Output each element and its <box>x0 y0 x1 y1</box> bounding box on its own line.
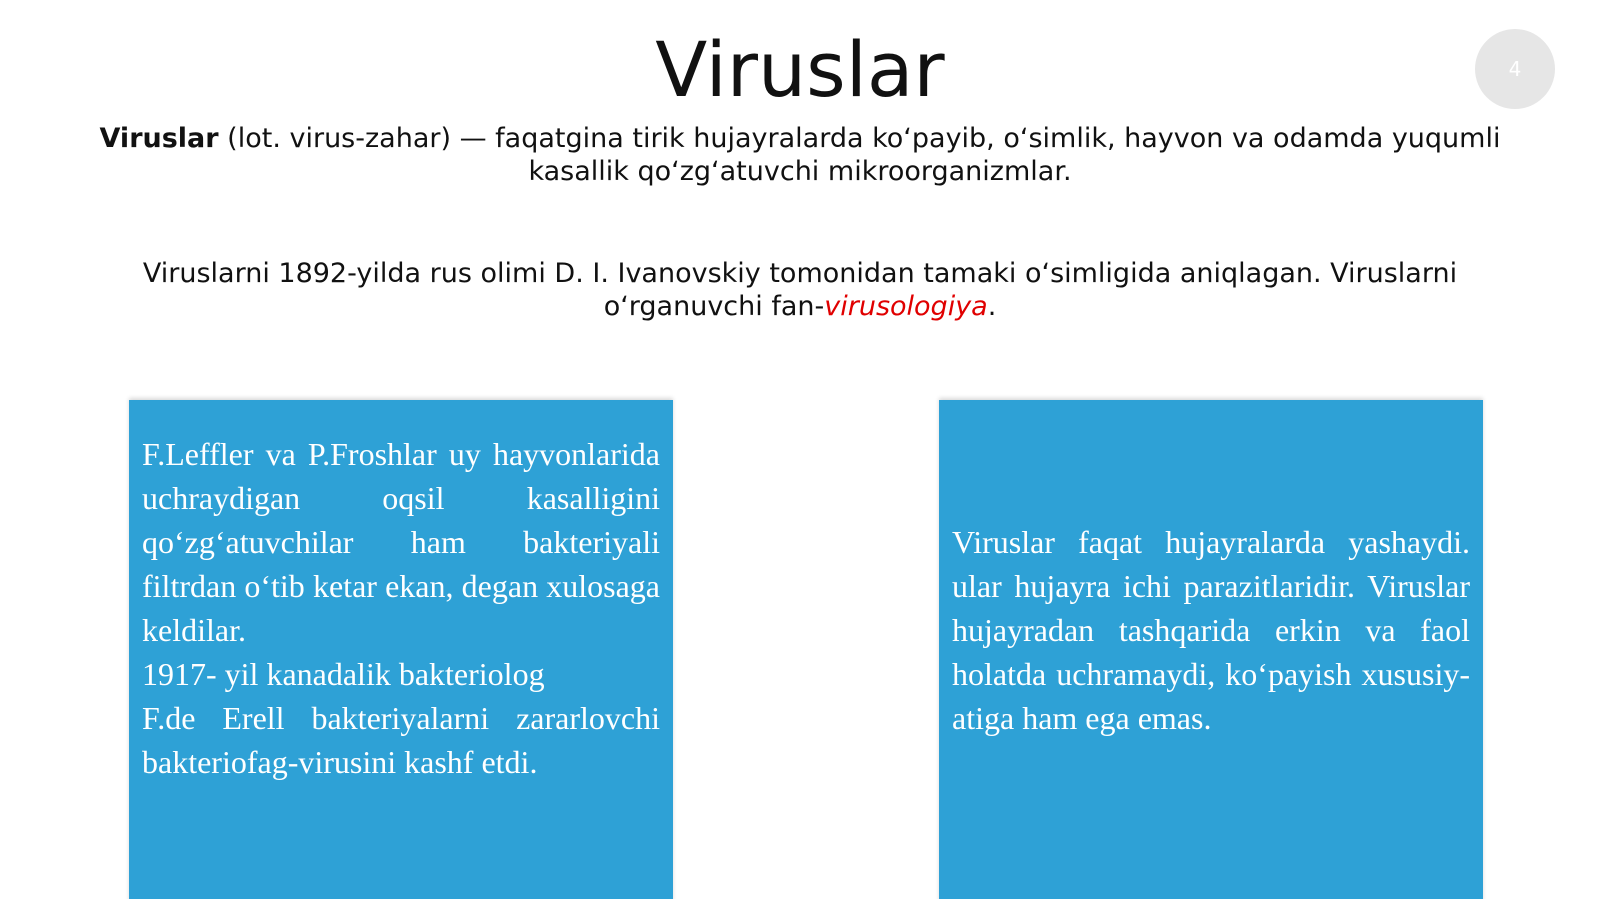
right-card-text: Viruslar faqat hujayralarda yashaydi. ular hujayra ichi parazitlaridir. Viruslar hujayradan tashqarida erkin va faol holatda uchramaydi, ko‘payish xususiy-atiga ham ega emas. <box>952 524 1470 736</box>
right-info-card <box>939 400 1483 899</box>
history-paragraph <box>80 257 1520 323</box>
intro-term: Viruslar <box>99 123 219 154</box>
left-card-text-1: F.Leffler va P.Froshlar uy hayvonlarida uchraydigan oqsil kasalligini qo‘zg‘atuvchilar ham bakteriyali filtrdan o‘tib ketar ekan, degan xulosaga keldilar. <box>142 436 660 648</box>
history-end: . <box>987 291 997 322</box>
page-number-badge: 4 <box>1475 29 1555 109</box>
left-card-text-2: 1917- yil kanadalik bakteriolog <box>142 656 545 692</box>
history-text: Viruslarni 1892-yilda rus olimi D. I. Ivanovskiy tomonidan tamaki oʻsimligida aniqlagan. Viruslarni oʻrganuvchi fan- <box>142 258 1458 322</box>
left-card-text <box>142 432 660 784</box>
intro-paragraph <box>80 122 1520 188</box>
virusology-term: virusologiya <box>824 291 988 322</box>
left-card-text-3: F.de Erell bakteriyalarni zararlovchi bakteriofag-virusini kashf etdi. <box>142 700 660 780</box>
slide-title: Viruslar <box>655 25 945 114</box>
left-info-card <box>129 400 673 899</box>
intro-text: (lot. virus-zahar) — faqatgina tirik hujayralarda koʻpayib, oʻsimlik, hayvon va odamda yuqumli kasallik qoʻzgʻatuvchi mikroorganizmlar. <box>218 123 1501 187</box>
